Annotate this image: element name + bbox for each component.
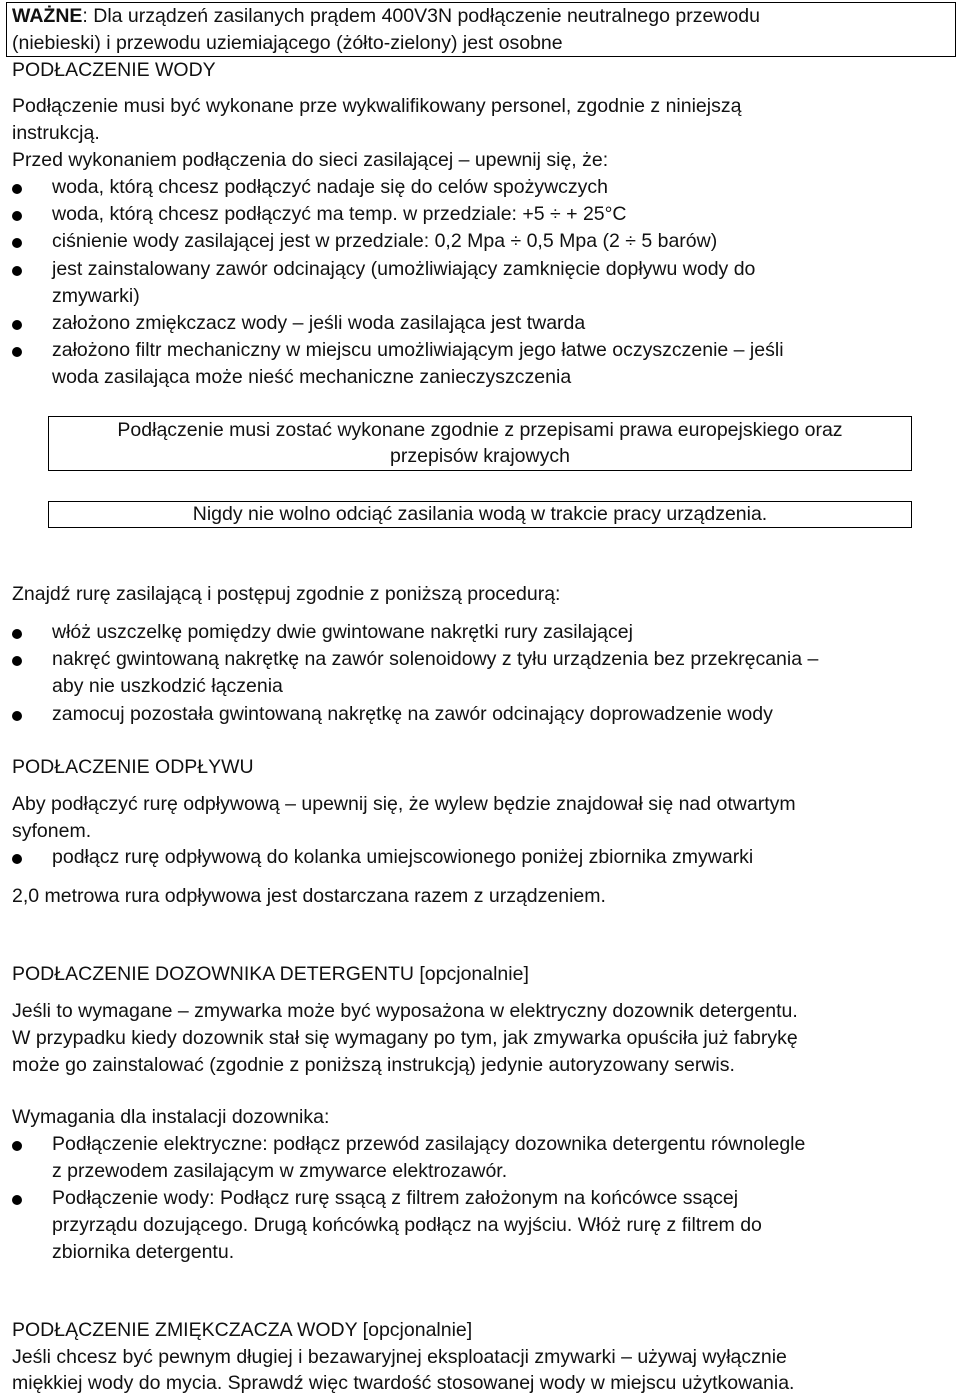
bullet-icon	[12, 320, 22, 330]
regulation-notice-line-2: przepisów krajowych	[390, 445, 570, 467]
requirement-item-continuation: zbiornika detergentu.	[52, 1241, 235, 1263]
requirement-item-continuation: z przewodem zasilającym w zmywarce elektrozawór.	[52, 1160, 508, 1182]
procedure-step: nakręć gwintowaną nakrętkę na zawór solenoidowy z tyłu urządzenia bez przekręcania –	[52, 648, 819, 670]
warning-line-2: (niebieski) i przewodu uziemiającego (żółto-zielony) jest osobne	[12, 32, 563, 54]
requirement-item: Podłączenie wody: Podłącz rurę ssącą z filtrem założonym na końcówce ssącej	[52, 1187, 739, 1209]
list-item: ciśnienie wody zasilającej jest w przedziale: 0,2 Mpa ÷ 0,5 Mpa (2 ÷ 5 barów)	[52, 230, 718, 252]
procedure-step: włóż uszczelkę pomiędzy dwie gwintowane nakrętki rury zasilającej	[52, 621, 633, 643]
water-supply-warning-text: Nigdy nie wolno odciąć zasilania wodą w trakcie pracy urządzenia.	[192, 503, 768, 525]
softener-para-1: Jeśli chcesz być pewnym długiej i bezawaryjnej eksploatacji zmywarki – używaj wyłącznie	[12, 1346, 787, 1368]
bullet-icon	[12, 656, 22, 666]
warning-label: WAŻNE	[12, 5, 83, 27]
bullet-icon	[12, 1141, 22, 1151]
water-heading: PODŁACZENIE WODY	[12, 59, 216, 81]
requirement-item-continuation: przyrządu dozującego. Drugą końcówką podłącz na wyjściu. Włóż rurę z filtrem do	[52, 1214, 762, 1236]
drain-intro-1: Aby podłączyć rurę odpływową – upewnij się, że wylew będzie znajdował się nad otwartym	[12, 793, 796, 815]
procedure-step-continuation: aby nie uszkodzić łączenia	[52, 675, 283, 697]
list-item: woda, którą chcesz podłączyć ma temp. w przedziale: +5 ÷ + 25°C	[52, 203, 627, 225]
procedure-intro: Znajdź rurę zasilającą i postępuj zgodnie z poniższą procedurą:	[12, 583, 561, 605]
bullet-icon	[12, 629, 22, 639]
dispenser-para-3: może go zainstalować (zgodnie z poniższą instrukcją) jedynie autoryzowany serwis.	[12, 1054, 735, 1076]
warning-line-1: WAŻNE: Dla urządzeń zasilanych prądem 400V3N podłączenie neutralnego przewodu	[12, 5, 760, 27]
drain-note: 2,0 metrowa rura odpływowa jest dostarczana razem z urządzeniem.	[12, 885, 606, 907]
water-intro-1: Podłączenie musi być wykonane prze wykwalifikowany personel, zgodnie z niniejszą	[12, 95, 742, 117]
regulation-notice-line-1: Podłączenie musi zostać wykonane zgodnie z przepisami prawa europejskiego oraz	[117, 419, 843, 441]
list-item: założono zmiękczacz wody – jeśli woda zasilająca jest twarda	[52, 312, 586, 334]
water-supply-warning-box	[48, 501, 912, 528]
list-item: założono filtr mechaniczny w miejscu umożliwiającym jego łatwe oczyszczenie – jeśli	[52, 339, 784, 361]
dispenser-para-1: Jeśli to wymagane – zmywarka może być wyposażona w elektryczny dozownik detergentu.	[12, 1000, 798, 1022]
softener-heading: PODŁĄCZENIE ZMIĘKCZACZA WODY [opcjonalnie]	[12, 1319, 473, 1341]
dispenser-requirements-heading: Wymagania dla instalacji dozownika:	[12, 1106, 330, 1128]
dispenser-para-2: W przypadku kiedy dozownik stał się wymagany po tym, jak zmywarka opuściła już fabrykę	[12, 1027, 798, 1049]
bullet-icon	[12, 211, 22, 221]
list-item: woda, którą chcesz podłączyć nadaje się do celów spożywczych	[52, 176, 609, 198]
bullet-icon	[12, 266, 22, 276]
procedure-step: zamocuj pozostała gwintowaną nakrętkę na zawór odcinający doprowadzenie wody	[52, 703, 773, 725]
drain-intro-2: syfonem.	[12, 820, 92, 842]
bullet-icon	[12, 854, 22, 864]
bullet-icon	[12, 1195, 22, 1205]
dispenser-heading: PODŁACZENIE DOZOWNIKA DETERGENTU [opcjonalnie]	[12, 963, 529, 985]
list-item-continuation: woda zasilająca może nieść mechaniczne zanieczyszczenia	[52, 366, 572, 388]
drain-step: podłącz rurę odpływową do kolanka umiejscowionego poniżej zbiornika zmywarki	[52, 846, 754, 868]
bullet-icon	[12, 184, 22, 194]
bullet-icon	[12, 238, 22, 248]
check-intro: Przed wykonaniem podłączenia do sieci zasilającej – upewnij się, że:	[12, 149, 609, 171]
drain-heading: PODŁACZENIE ODPŁYWU	[12, 756, 254, 778]
requirement-item: Podłączenie elektryczne: podłącz przewód zasilający dozownika detergentu równolegle	[52, 1133, 806, 1155]
water-intro-2: instrukcją.	[12, 122, 100, 144]
softener-para-2: miękkiej wody do mycia. Sprawdź więc twardość stosowanej wody w miejscu użytkowania.	[12, 1372, 795, 1394]
regulation-notice-box	[48, 416, 912, 471]
list-item-continuation: zmywarki)	[52, 285, 140, 307]
list-item: jest zainstalowany zawór odcinający (umożliwiający zamknięcie dopływu wody do	[52, 258, 756, 280]
bullet-icon	[12, 347, 22, 357]
bullet-icon	[12, 711, 22, 721]
